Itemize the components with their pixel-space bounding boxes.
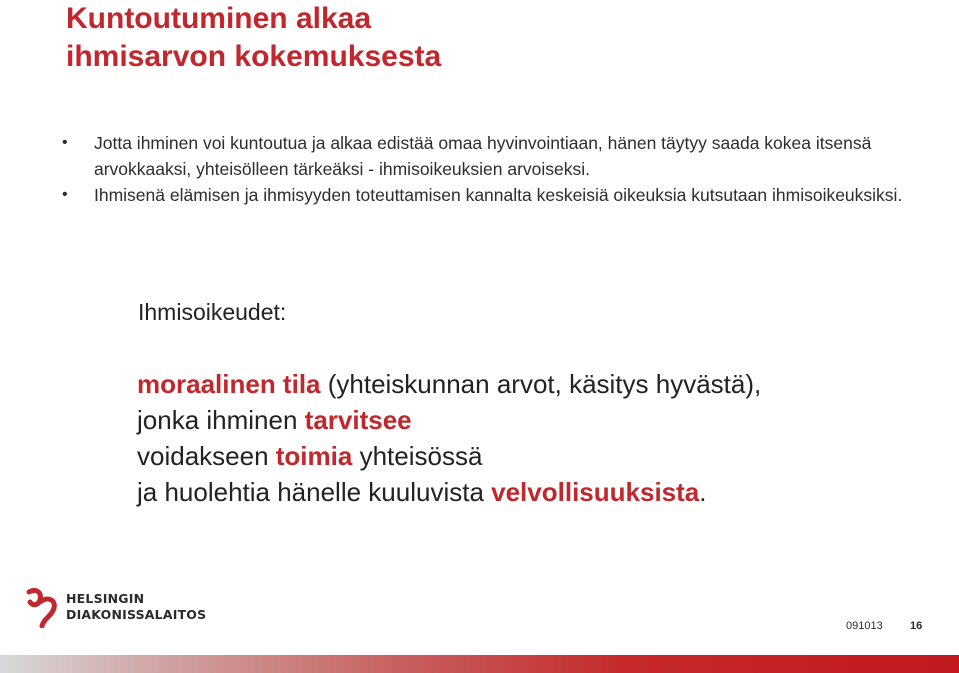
organization-logo — [26, 586, 206, 628]
statement-text: jonka ihminen — [137, 405, 305, 435]
logo-wordmark — [66, 591, 206, 623]
bottom-gradient-bar — [0, 655, 959, 673]
statement-text: . — [699, 477, 707, 507]
highlight-term: velvollisuuksista — [491, 477, 700, 507]
statement-text: yhteisössä — [352, 441, 483, 471]
hdl-logo-icon — [26, 586, 62, 628]
highlight-term: tarvitsee — [304, 405, 412, 435]
logo-line-2: DIAKONISSALAITOS — [66, 607, 207, 622]
slide-title — [66, 0, 441, 76]
bullet-list — [62, 130, 912, 208]
human-rights-statement — [137, 366, 937, 510]
page-number: 16 — [910, 620, 923, 632]
highlight-term: moraalinen tila — [137, 369, 321, 399]
statement-text: voidakseen — [137, 441, 276, 471]
highlight-term: toimia — [275, 441, 353, 471]
title-line-2: ihmisarvon kokemuksesta — [66, 40, 442, 73]
subheading: Ihmisoikeudet: — [138, 299, 287, 325]
statement-text: ja huolehtia hänelle kuuluvista — [137, 477, 492, 507]
bullet-item: • Ihmisenä elämisen ja ihmisyyden toteuttamisen kannalta keskeisiä oikeuksia kutsutaan ihmisoikeuksiksi. — [62, 182, 912, 208]
bullet-item: • Jotta ihminen voi kuntoutua ja alkaa edistää omaa hyvinvointiaan, hänen täytyy saada kokea itsensä arvokkaaksi, yhteisölleen tärkeäksi - ihmisoikeuksien arvoiseksi. — [62, 130, 912, 182]
logo-line-1: HELSINGIN — [66, 591, 145, 606]
title-line-1: Kuntoutuminen alkaa — [66, 2, 372, 35]
footer-date-code: 091013 — [846, 620, 883, 632]
statement-text: (yhteiskunnan arvot, käsitys hyvästä), — [320, 369, 762, 399]
